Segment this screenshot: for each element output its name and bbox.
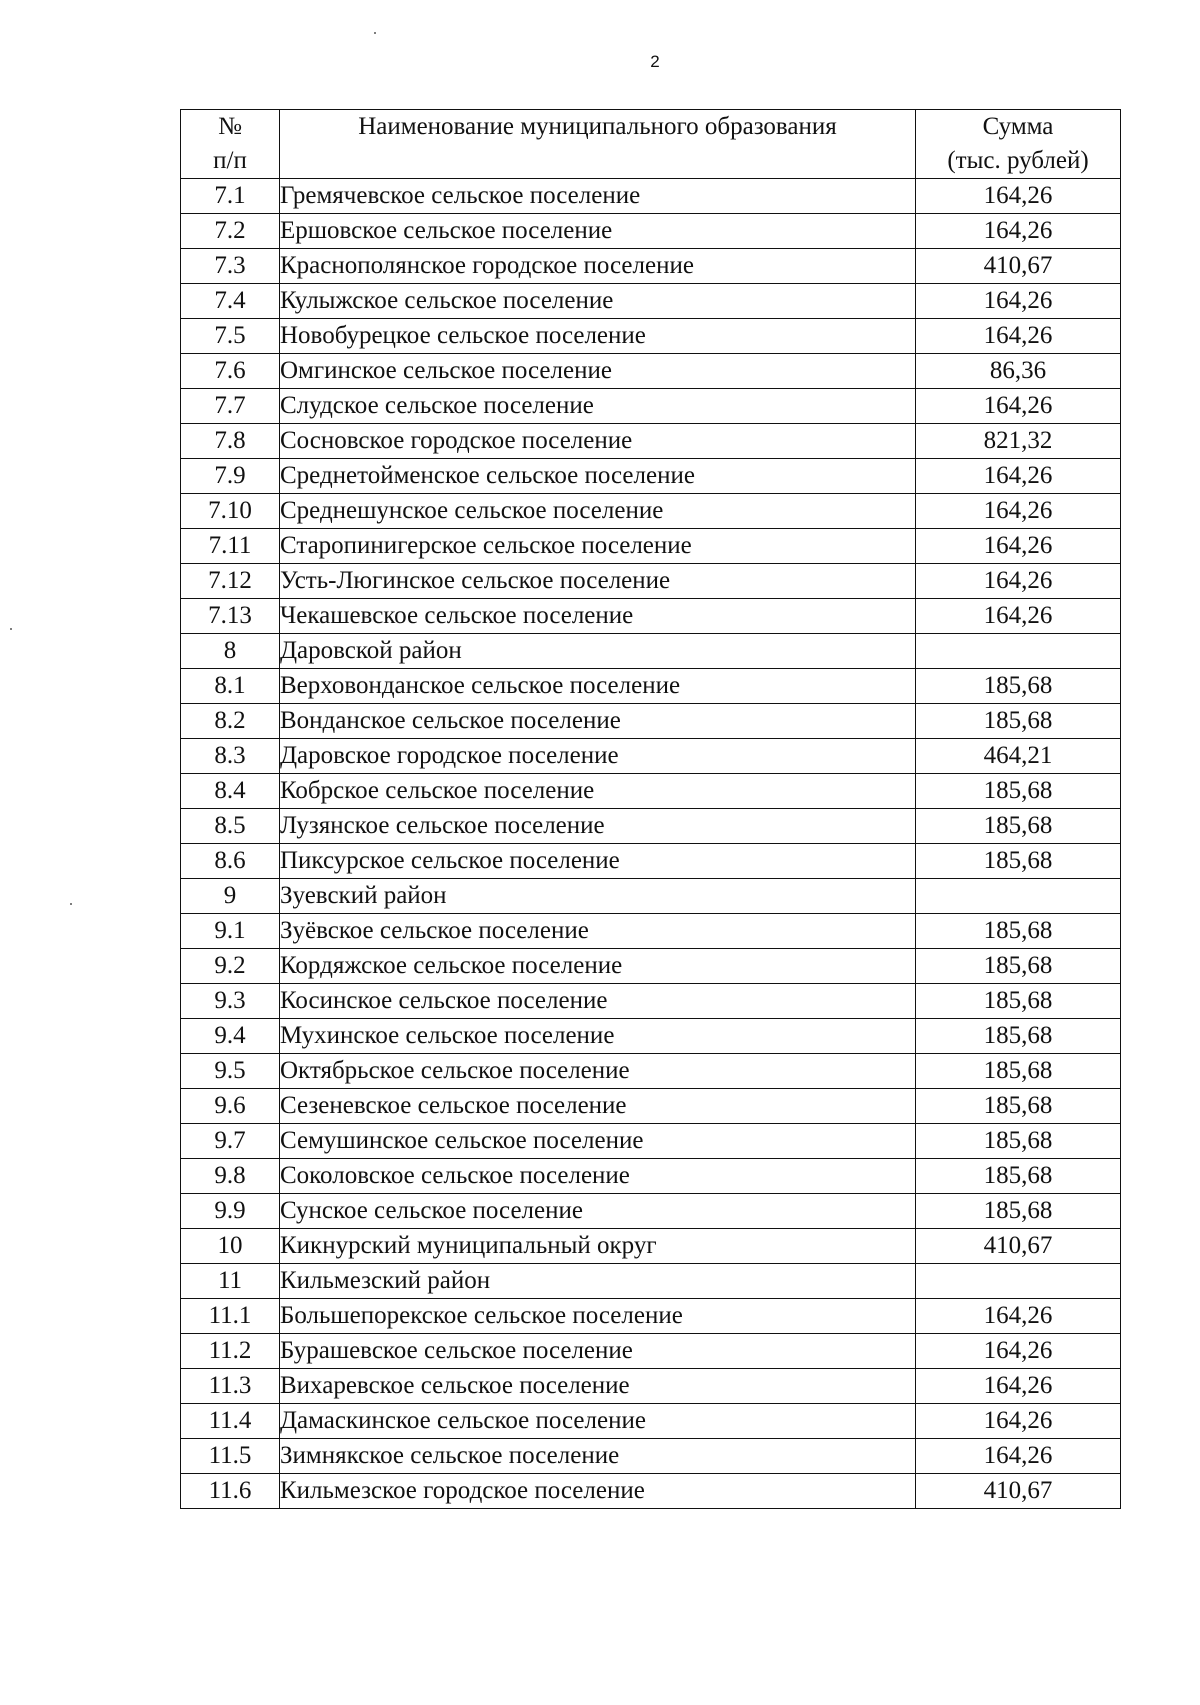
row-name-cell: Ершовское сельское поселение xyxy=(280,214,916,249)
table-row xyxy=(181,949,1121,984)
table-row xyxy=(181,529,1121,564)
row-amount-cell: 164,26 xyxy=(916,599,1121,634)
row-number-cell: 7.10 xyxy=(181,494,280,529)
row-number-cell: 10 xyxy=(181,1229,280,1264)
row-name-cell: Усть-Люгинское сельское поселение xyxy=(280,564,916,599)
row-number-cell: 7.1 xyxy=(181,179,280,214)
table-row xyxy=(181,319,1121,354)
row-number-cell: 7.5 xyxy=(181,319,280,354)
row-number-cell: 9.1 xyxy=(181,914,280,949)
row-name-cell: Лузянское сельское поселение xyxy=(280,809,916,844)
table-row xyxy=(181,1474,1121,1509)
row-name-cell: Сунское сельское поселение xyxy=(280,1194,916,1229)
row-name-cell: Косинское сельское поселение xyxy=(280,984,916,1019)
row-amount-cell: 164,26 xyxy=(916,1334,1121,1369)
row-name-cell: Кикнурский муниципальный округ xyxy=(280,1229,916,1264)
table-row xyxy=(181,739,1121,774)
row-name-cell: Верховонданское сельское поселение xyxy=(280,669,916,704)
row-amount-cell xyxy=(916,634,1121,669)
row-number-cell: 7.13 xyxy=(181,599,280,634)
table-row xyxy=(181,459,1121,494)
header-name xyxy=(280,110,916,179)
table-row xyxy=(181,564,1121,599)
row-number-cell: 11.5 xyxy=(181,1439,280,1474)
table-row xyxy=(181,844,1121,879)
row-amount-cell: 164,26 xyxy=(916,179,1121,214)
header-amount-line-2: (тыс. рублей) xyxy=(947,147,1089,174)
table-row xyxy=(181,1054,1121,1089)
row-amount-cell: 164,26 xyxy=(916,1404,1121,1439)
row-name-cell: Пиксурское сельское поселение xyxy=(280,844,916,879)
row-number-cell: 7.4 xyxy=(181,284,280,319)
row-amount-cell: 164,26 xyxy=(916,284,1121,319)
row-number-cell: 11.3 xyxy=(181,1369,280,1404)
table-row xyxy=(181,389,1121,424)
row-name-cell: Мухинское сельское поселение xyxy=(280,1019,916,1054)
row-name-cell: Дамаскинское сельское поселение xyxy=(280,1404,916,1439)
row-amount-cell: 410,67 xyxy=(916,1474,1121,1509)
table-row xyxy=(181,1159,1121,1194)
row-number-cell: 11.6 xyxy=(181,1474,280,1509)
row-amount-cell: 164,26 xyxy=(916,529,1121,564)
table-row xyxy=(181,424,1121,459)
header-number-line-2: п/п xyxy=(213,147,247,174)
row-number-cell: 7.12 xyxy=(181,564,280,599)
row-amount-cell: 185,68 xyxy=(916,669,1121,704)
table-row xyxy=(181,494,1121,529)
row-number-cell: 11.1 xyxy=(181,1299,280,1334)
row-number-cell: 7.9 xyxy=(181,459,280,494)
table-row xyxy=(181,774,1121,809)
row-number-cell: 7.2 xyxy=(181,214,280,249)
row-name-cell: Кильмезский район xyxy=(280,1264,916,1299)
scan-speck xyxy=(70,903,72,905)
row-number-cell: 11.4 xyxy=(181,1404,280,1439)
row-amount-cell: 410,67 xyxy=(916,249,1121,284)
table-row xyxy=(181,1334,1121,1369)
table-row xyxy=(181,1194,1121,1229)
page-number: 2 xyxy=(650,52,660,71)
row-number-cell: 9.5 xyxy=(181,1054,280,1089)
row-name-cell: Вонданское сельское поселение xyxy=(280,704,916,739)
row-name-cell: Кулыжское сельское поселение xyxy=(280,284,916,319)
row-number-cell: 8.3 xyxy=(181,739,280,774)
row-name-cell: Среднетойменское сельское поселение xyxy=(280,459,916,494)
row-number-cell: 11 xyxy=(181,1264,280,1299)
row-name-cell: Новобурецкое сельское поселение xyxy=(280,319,916,354)
row-amount-cell: 185,68 xyxy=(916,1159,1121,1194)
row-amount-cell: 164,26 xyxy=(916,1439,1121,1474)
row-name-cell: Зимнякское сельское поселение xyxy=(280,1439,916,1474)
row-name-cell: Кильмезское городское поселение xyxy=(280,1474,916,1509)
table-row xyxy=(181,179,1121,214)
row-name-cell: Соколовское сельское поселение xyxy=(280,1159,916,1194)
table-body xyxy=(181,179,1121,1509)
row-name-cell: Большепорекское сельское поселение xyxy=(280,1299,916,1334)
row-number-cell: 8.1 xyxy=(181,669,280,704)
row-amount-cell: 185,68 xyxy=(916,1054,1121,1089)
row-amount-cell: 164,26 xyxy=(916,1369,1121,1404)
table-row xyxy=(181,809,1121,844)
row-name-cell: Старопинигерское сельское поселение xyxy=(280,529,916,564)
row-amount-cell: 164,26 xyxy=(916,494,1121,529)
table-row xyxy=(181,704,1121,739)
table-row xyxy=(181,599,1121,634)
table-row xyxy=(181,249,1121,284)
row-amount-cell: 185,68 xyxy=(916,1089,1121,1124)
row-amount-cell: 185,68 xyxy=(916,914,1121,949)
row-amount-cell: 821,32 xyxy=(916,424,1121,459)
table-row xyxy=(181,284,1121,319)
row-number-cell: 9.3 xyxy=(181,984,280,1019)
row-amount-cell: 185,68 xyxy=(916,1124,1121,1159)
row-name-cell: Семушинское сельское поселение xyxy=(280,1124,916,1159)
row-number-cell: 8 xyxy=(181,634,280,669)
row-number-cell: 8.4 xyxy=(181,774,280,809)
table-row xyxy=(181,1299,1121,1334)
row-amount-cell: 464,21 xyxy=(916,739,1121,774)
table-header-row xyxy=(181,110,1121,179)
row-amount-cell: 164,26 xyxy=(916,389,1121,424)
table-row xyxy=(181,914,1121,949)
table-row xyxy=(181,1404,1121,1439)
row-amount-cell xyxy=(916,879,1121,914)
row-number-cell: 8.6 xyxy=(181,844,280,879)
row-name-cell: Гремячевское сельское поселение xyxy=(280,179,916,214)
table-row xyxy=(181,984,1121,1019)
row-amount-cell: 185,68 xyxy=(916,704,1121,739)
municipal-amounts-table xyxy=(180,109,1121,1509)
row-amount-cell: 164,26 xyxy=(916,214,1121,249)
row-amount-cell: 185,68 xyxy=(916,984,1121,1019)
row-name-cell: Кордяжское сельское поселение xyxy=(280,949,916,984)
scan-speck xyxy=(10,628,12,630)
row-amount-cell xyxy=(916,1264,1121,1299)
table-row xyxy=(181,669,1121,704)
row-number-cell: 8.2 xyxy=(181,704,280,739)
row-name-cell: Сосновское городское поселение xyxy=(280,424,916,459)
row-amount-cell: 164,26 xyxy=(916,459,1121,494)
row-number-cell: 7.8 xyxy=(181,424,280,459)
table-row xyxy=(181,1124,1121,1159)
header-name-text: Наименование муниципального образования xyxy=(358,113,837,140)
row-number-cell: 7.7 xyxy=(181,389,280,424)
row-number-cell: 9.2 xyxy=(181,949,280,984)
table-row xyxy=(181,1369,1121,1404)
row-number-cell: 9.9 xyxy=(181,1194,280,1229)
row-name-cell: Среднешунское сельское поселение xyxy=(280,494,916,529)
row-number-cell: 11.2 xyxy=(181,1334,280,1369)
row-amount-cell: 164,26 xyxy=(916,1299,1121,1334)
row-name-cell: Зуевский район xyxy=(280,879,916,914)
row-number-cell: 9.8 xyxy=(181,1159,280,1194)
table-row xyxy=(181,879,1121,914)
table-row xyxy=(181,354,1121,389)
row-name-cell: Даровской район xyxy=(280,634,916,669)
row-amount-cell: 185,68 xyxy=(916,1194,1121,1229)
header-amount xyxy=(916,110,1121,179)
row-name-cell: Омгинское сельское поселение xyxy=(280,354,916,389)
row-amount-cell: 185,68 xyxy=(916,949,1121,984)
row-name-cell: Вихаревское сельское поселение xyxy=(280,1369,916,1404)
row-number-cell: 8.5 xyxy=(181,809,280,844)
row-number-cell: 7.11 xyxy=(181,529,280,564)
row-name-cell: Слудское сельское поселение xyxy=(280,389,916,424)
row-name-cell: Октябрьское сельское поселение xyxy=(280,1054,916,1089)
row-name-cell: Зуёвское сельское поселение xyxy=(280,914,916,949)
table-row xyxy=(181,1019,1121,1054)
row-amount-cell: 164,26 xyxy=(916,564,1121,599)
row-name-cell: Краснополянское городское поселение xyxy=(280,249,916,284)
row-number-cell: 9 xyxy=(181,879,280,914)
row-number-cell: 7.3 xyxy=(181,249,280,284)
row-number-cell: 9.7 xyxy=(181,1124,280,1159)
row-name-cell: Даровское городское поселение xyxy=(280,739,916,774)
header-number-line-1: № xyxy=(218,113,242,140)
row-number-cell: 7.6 xyxy=(181,354,280,389)
table-row xyxy=(181,1264,1121,1299)
header-number xyxy=(181,110,280,179)
row-amount-cell: 185,68 xyxy=(916,774,1121,809)
row-name-cell: Бурашевское сельское поселение xyxy=(280,1334,916,1369)
row-amount-cell: 164,26 xyxy=(916,319,1121,354)
row-amount-cell: 410,67 xyxy=(916,1229,1121,1264)
header-amount-line-1: Сумма xyxy=(982,113,1054,140)
row-amount-cell: 86,36 xyxy=(916,354,1121,389)
table-row xyxy=(181,1089,1121,1124)
table-row xyxy=(181,1229,1121,1264)
row-number-cell: 9.4 xyxy=(181,1019,280,1054)
row-amount-cell: 185,68 xyxy=(916,844,1121,879)
row-amount-cell: 185,68 xyxy=(916,1019,1121,1054)
row-name-cell: Кобрское сельское поселение xyxy=(280,774,916,809)
row-number-cell: 9.6 xyxy=(181,1089,280,1124)
scan-speck xyxy=(374,32,376,34)
table-row xyxy=(181,1439,1121,1474)
table-row xyxy=(181,214,1121,249)
row-amount-cell: 185,68 xyxy=(916,809,1121,844)
row-name-cell: Чекашевское сельское поселение xyxy=(280,599,916,634)
table-row xyxy=(181,634,1121,669)
row-name-cell: Сезеневское сельское поселение xyxy=(280,1089,916,1124)
